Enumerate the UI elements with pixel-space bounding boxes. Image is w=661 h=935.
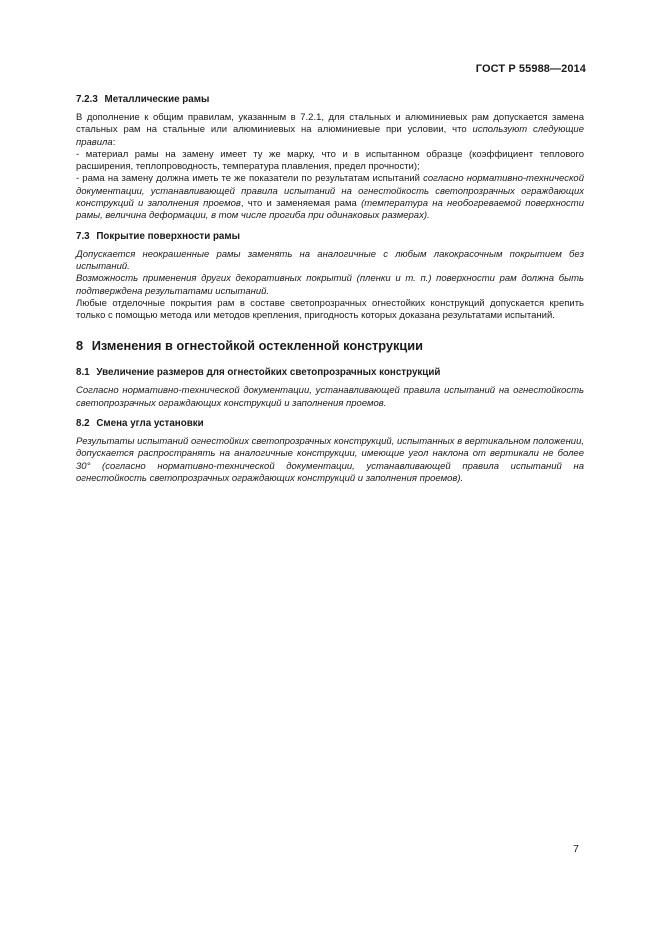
section-title: Покрытие поверхности рамы: [96, 230, 240, 242]
section-heading-7-2-3: [76, 94, 584, 106]
section-title: Изменения в огнестойкой остекленной конструкции: [91, 338, 424, 354]
section-number: 7.2.3: [76, 94, 98, 105]
paragraph: Любые отделочные покрытия рам в составе светопрозрачных огнестойких конструкций допускается крепить только с помощью метода или методов крепления, пригодность которых доказана результатами испытаний.: [76, 297, 584, 322]
paragraph: Результаты испытаний огнестойких светопрозрачных конструкций, испытанных в вертикальном положении, допускается распространять на аналогичные конструкции, имеющие угол наклона от вертикали не более 30° (согласно нормативно-технической документации, устанавливающей правила испытаний на огнестойкость светопрозрачных ограждающих конструкций и заполнения проемов).: [76, 436, 584, 484]
section-number: 8.1: [76, 367, 90, 379]
text: В дополнение к общим правилам, указанным в 7.2.1, для стальных и алюминиевых рам допускается замена стальных рам на стальные или алюминиевых на алюминиевые при условии, что: [76, 112, 584, 136]
page-number: 7: [573, 843, 579, 855]
paragraph: Допускается неокрашенные рамы заменять на аналогичные с любым лакокрасочным покрытием без испытаний.: [76, 248, 584, 272]
text: , что и заменяемая рама: [240, 198, 362, 210]
document-body: [76, 94, 584, 485]
text: - рама на замену должна иметь те же показатели по результатам испытаний: [76, 173, 424, 185]
paragraph: Согласно нормативно-технической документации, устанавливающей правила испытаний на огнестойкость светопрозрачных ограждающих конструкций и заполнения проемов.: [76, 385, 584, 409]
document-id-header: ГОСТ Р 55988—2014: [475, 63, 586, 75]
section-heading-8: [76, 338, 584, 354]
section-number: 8.2: [76, 418, 90, 430]
paragraph: [76, 112, 584, 149]
section-title: Металлические рамы: [104, 94, 210, 105]
section-title: Увеличение размеров для огнестойких светопрозрачных конструкций: [96, 367, 441, 379]
italic-text: согласно нормативно-технической документации, устанавливающей правила испытаний на огнестойкость светопрозрачных ограждающих конструкций и заполнения проемов: [76, 173, 584, 210]
section-title: Смена угла установки: [96, 418, 204, 430]
text: :: [112, 136, 116, 148]
italic-text: используют следующие правила: [76, 124, 584, 148]
section-heading-7-3: [76, 231, 584, 243]
list-item: - материал рамы на замену имеет ту же марку, что и в испытанном образце (коэффициент теплового расширения, теплопроводность, температура плавления, предел прочности);: [76, 148, 584, 173]
italic-text: (температура на необогреваемой поверхности рамы, величина деформации, в том числе прогиба при одинаковых размерах).: [76, 198, 584, 222]
section-number: 8: [76, 338, 84, 354]
list-item: [76, 173, 584, 222]
paragraph: Возможность применения других декоративных покрытий (пленки и т. п.) поверхности рам должна быть подтверждена результатами испытаний.: [76, 273, 584, 297]
section-heading-8-2: [76, 418, 584, 430]
section-number: 7.3: [76, 230, 90, 242]
section-heading-8-1: [76, 367, 584, 379]
